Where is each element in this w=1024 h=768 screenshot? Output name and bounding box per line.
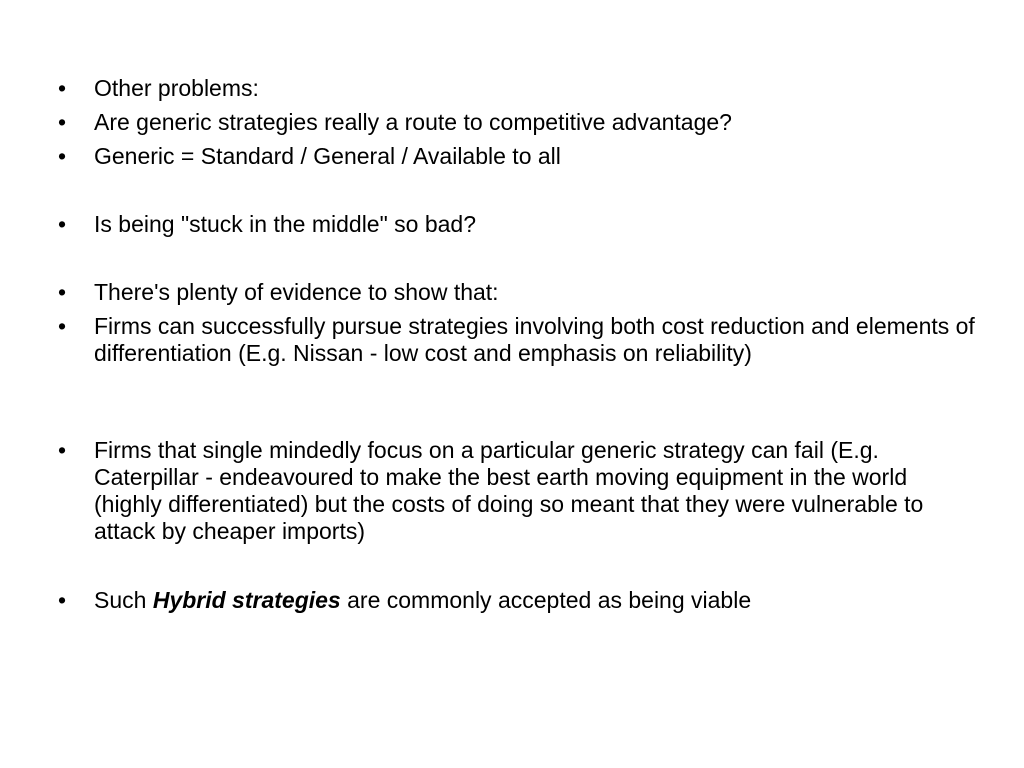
bullet-item-hybrid-strategies	[58, 587, 978, 614]
bullet-item-evidence	[58, 279, 978, 306]
bullet-text: Firms can successfully pursue strategies involving both cost reduction and elements of differentiation (E.g. Nissan - low cost and emphasis on reliability)	[94, 313, 975, 366]
bullet-text: There's plenty of evidence to show that:	[94, 279, 499, 305]
bullet-glyph: •	[58, 587, 67, 613]
bullet-glyph: •	[58, 75, 67, 101]
bullet-item-other-problems	[58, 75, 978, 102]
bullet-item-generic-strategies-question	[58, 109, 978, 136]
bullet-item-nissan-example	[58, 313, 978, 367]
bullet-text: Generic = Standard / General / Available to all	[94, 143, 561, 169]
bullet-text-suffix: are commonly accepted as being viable	[340, 587, 752, 613]
bullet-text: Are generic strategies really a route to competitive advantage?	[94, 109, 732, 135]
bullet-glyph: •	[58, 211, 67, 237]
bullet-glyph: •	[58, 437, 67, 463]
bullet-glyph: •	[58, 313, 67, 339]
bullet-glyph: •	[58, 143, 67, 169]
bullet-text	[94, 587, 978, 614]
bullet-text-prefix: Such	[94, 587, 153, 613]
bullet-item-caterpillar-example	[58, 437, 978, 545]
bullet-glyph: •	[58, 109, 67, 135]
bullet-item-generic-definition	[58, 143, 978, 170]
bullet-text: Is being "stuck in the middle" so bad?	[94, 211, 476, 237]
hybrid-strategies-emphasis: Hybrid strategies	[152, 587, 341, 613]
bullet-item-stuck-in-middle	[58, 211, 978, 238]
bullet-text: Firms that single mindedly focus on a particular generic strategy can fail (E.g. Caterpillar - endeavoured to make the best earth moving equipment in the world (highly differentiated) but the costs of doing so meant that they were vulnerable to attack by cheaper imports)	[94, 437, 924, 544]
bullet-text: Other problems:	[94, 75, 259, 101]
bullet-glyph: •	[58, 279, 67, 305]
